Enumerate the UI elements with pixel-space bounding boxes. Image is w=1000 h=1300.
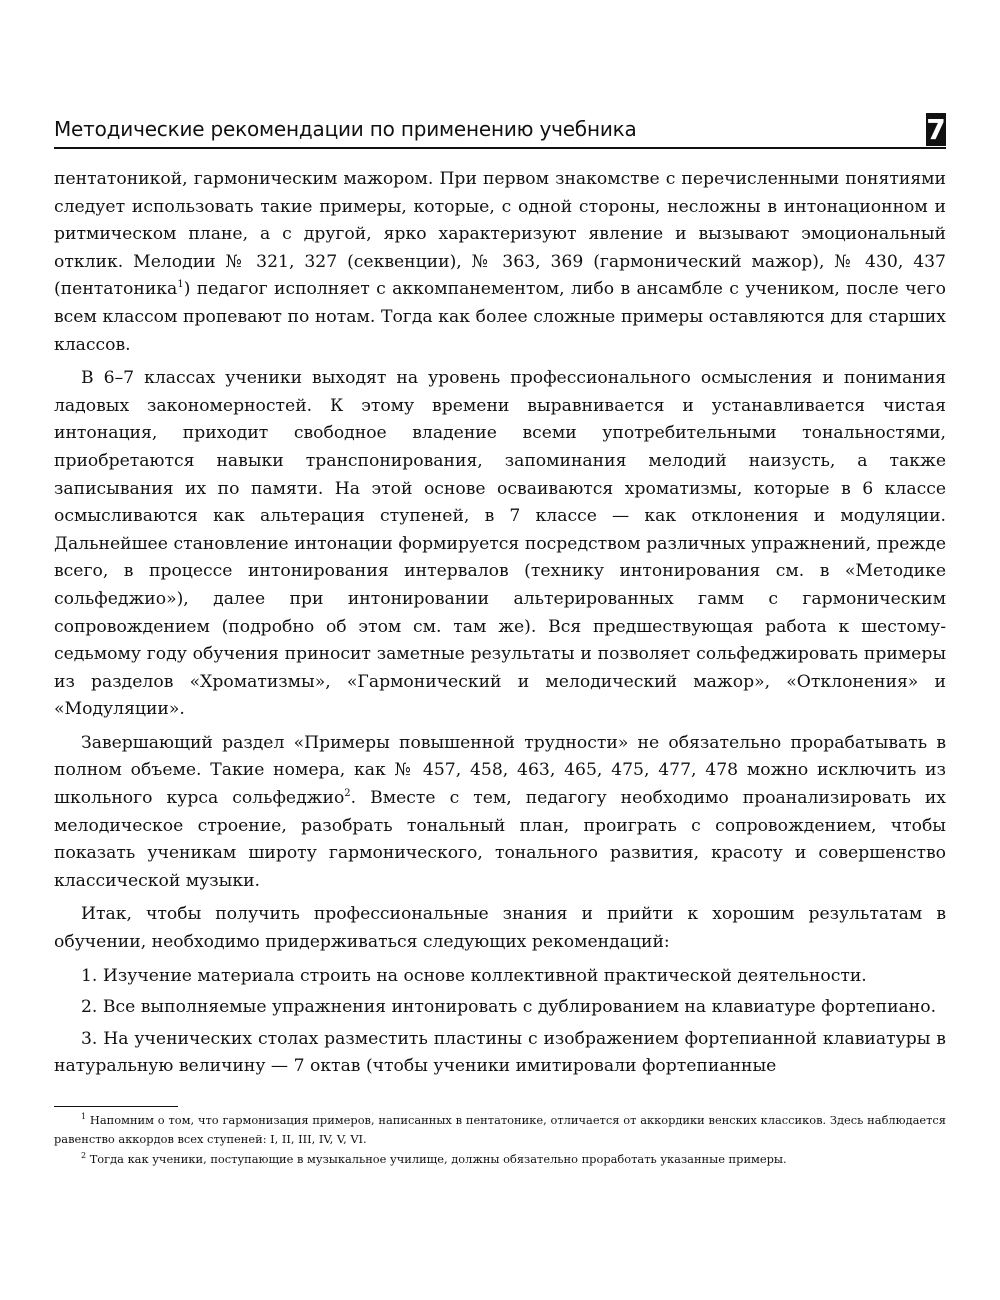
paragraph-1-end: ) педагог исполняет с аккомпанементом, либо в ансамбле с учеником, после чего всем классом пропевают по нотам. Тогда как более сложные примеры оставляются для старших классов. — [54, 279, 946, 355]
footnote-ref-2: 2 — [344, 788, 351, 800]
paragraph-3-text: Завершающий раздел «Примеры повышенной трудности» не обязательно прорабатывать в полном объеме. Такие номера, как № 457, 458, 463, 465, 475, 477, 478 можно исключить из школьного курса сольфеджио — [54, 732, 946, 809]
paragraph-2: В 6–7 классах ученики выходят на уровень профессионального осмысления и понимания ладовых закономерностей. К этому времени выравнивается и устанавливается чистая интонация, приходит свободное владение всеми употребительными тональностями, приобретаются навыки транспонирования, запоминания мелодий наизусть, а также записывания их по памяти. На этой основе осваиваются хроматизмы, которые в 6 классе осмысливаются как альтерация ступеней, в 7 классе — как отклонения и модуляции. Дальнейшее становление интонации формируется посредством различных упражнений, прежде всего, в процессе интонирования интервалов (технику интонирования см. в «Методике сольфеджио»), далее при интонировании альтерированных гамм с гармоническим сопровождением (подробно об этом см. там же). Вся предшествующая работа к шестому-седьмому году обучения приносит заметные результаты и позволяет сольфеджировать примеры из разделов «Хроматизмы», «Гармонический и мелодический мажор», «Отклонения» и «Модуляции». — [54, 368, 946, 720]
footnote-1-mark: 1 — [81, 1112, 87, 1121]
header-rule — [54, 147, 946, 149]
footnote-2-mark: 2 — [81, 1151, 87, 1160]
footnote-rule — [54, 1106, 178, 1107]
paragraph-1 — [54, 166, 946, 359]
paragraph-4: Итак, чтобы получить профессиональные знания и прийти к хорошим результатам в обучении, необходимо придерживаться следующих рекомендаций: — [54, 904, 946, 953]
footnote-1-text: Напомним о том, что гармонизация примеров, написанных в пентатонике, отличается от аккордики венских классиков. Здесь наблюдается равенство аккордов всех ступеней: I, II, III, IV, V, VI. — [54, 1113, 946, 1146]
footnote-2-text: Тогда как ученики, поступающие в музыкальное училище, должны обязательно проработать указанные примеры. — [86, 1152, 787, 1166]
list-item-3: 3. На ученических столах разместить пластины с изображением фортепианной клавиатуры в натуральную величину — 7 октав (чтобы ученики имитировали фортепианные — [54, 1028, 946, 1077]
main-text — [54, 166, 946, 1085]
running-title: Методические рекомендации по применению учебника — [54, 117, 637, 141]
paragraph-3-end: . Вместе с тем, педагогу необходимо проанализировать их мелодическое строение, разобрать тональный план, проиграть с сопровождением, чтобы показать ученикам широту гармонического, тонального развития, красоту и совершенство классической музыки. — [54, 788, 946, 891]
page-header — [54, 113, 946, 149]
footnotes — [54, 1111, 946, 1170]
paragraph-3 — [54, 730, 946, 896]
footnote-ref-1: 1 — [177, 279, 184, 291]
footnote-2 — [54, 1150, 946, 1169]
list-item-1: 1. Изучение материала строить на основе коллективной практической деятельности. — [81, 965, 867, 986]
page-number: 7 — [926, 113, 946, 146]
footnote-1 — [54, 1111, 946, 1149]
list-item-2: 2. Все выполняемые упражнения интонировать с дублированием на клавиатуре фортепиано. — [81, 997, 937, 1018]
paragraph-1-text: пентатоникой, гармоническим мажором. При первом знакомстве с перечисленными понятиями следует использовать такие примеры, которые, с одной стороны, несложны в интонационном и ритмическом плане, а с другой, ярко характеризуют явление и вызывают эмоциональный отклик. Мелодии № 321, 327 (секвенции), № 363, 369 (гармонический мажор), № 430, 437 (пентатоника — [54, 169, 946, 300]
